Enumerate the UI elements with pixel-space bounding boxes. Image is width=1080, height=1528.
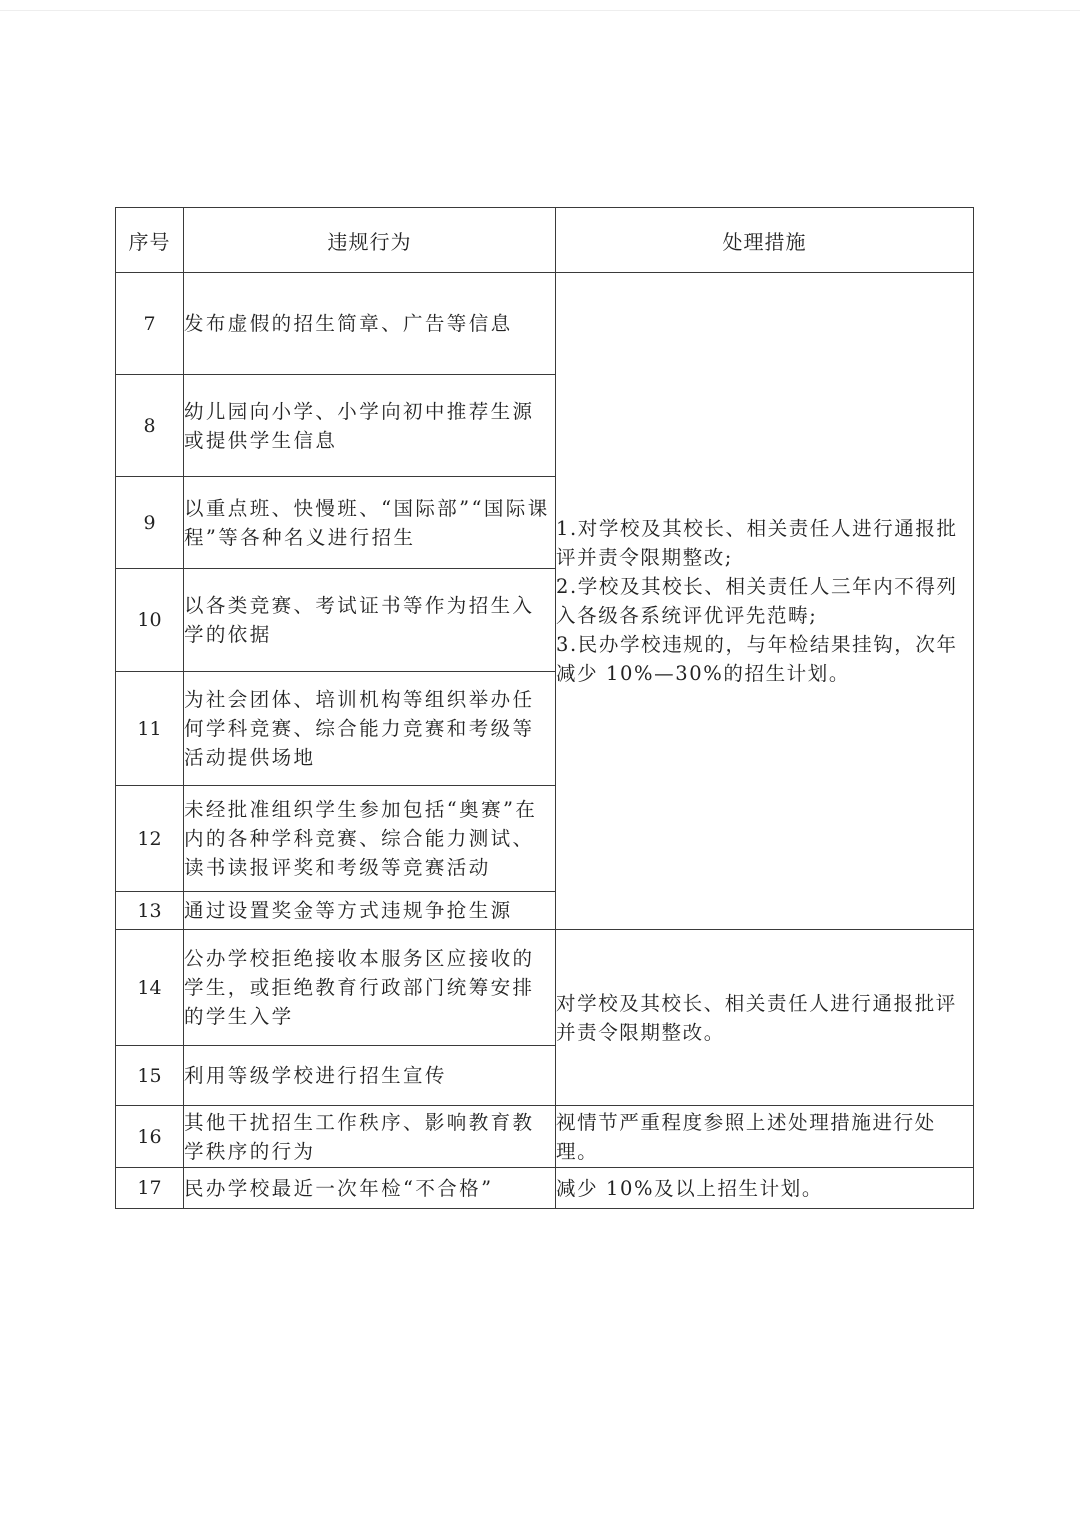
row-number: 9 [116, 477, 184, 569]
measure-item-1: 1.对学校及其校长、相关责任人进行通报批评并责令限期整改; [556, 517, 958, 569]
row-behavior: 公办学校拒绝接收本服务区应接收的学生，或拒绝教育行政部门统筹安排的学生入学 [184, 930, 556, 1046]
violations-table [115, 207, 974, 1209]
row-number: 14 [116, 930, 184, 1046]
row-number: 8 [116, 375, 184, 477]
row-number: 13 [116, 892, 184, 930]
row-behavior: 其他干扰招生工作秩序、影响教育教学秩序的行为 [184, 1106, 556, 1168]
table-row [116, 1168, 974, 1209]
row-number: 15 [116, 1046, 184, 1106]
header-behavior: 违规行为 [184, 208, 556, 273]
header-number: 序号 [116, 208, 184, 273]
row-behavior: 通过设置奖金等方式违规争抢生源 [184, 892, 556, 930]
row-behavior: 幼儿园向小学、小学向初中推荐生源或提供学生信息 [184, 375, 556, 477]
row-behavior: 利用等级学校进行招生宣传 [184, 1046, 556, 1106]
row-number: 12 [116, 786, 184, 892]
row-behavior: 民办学校最近一次年检“不合格” [184, 1168, 556, 1209]
row-number: 11 [116, 672, 184, 786]
row-behavior: 发布虚假的招生简章、广告等信息 [184, 273, 556, 375]
measure-row-16: 视情节严重程度参照上述处理措施进行处理。 [556, 1106, 974, 1168]
measure-row-17: 减少 10%及以上招生计划。 [556, 1168, 974, 1209]
table-row [116, 930, 974, 1046]
row-number: 17 [116, 1168, 184, 1209]
row-behavior: 以重点班、快慢班、“国际部”“国际课程”等各种名义进行招生 [184, 477, 556, 569]
measure-item-2: 2.学校及其校长、相关责任人三年内不得列入各级各系统评优评先范畴; [556, 575, 958, 627]
row-behavior: 未经批准组织学生参加包括“奥赛”在内的各种学科竞赛、综合能力测试、读书读报评奖和考级等竞赛活动 [184, 786, 556, 892]
measure-item-3: 3.民办学校违规的，与年检结果挂钩，次年减少 10%—30%的招生计划。 [556, 633, 958, 685]
page-top-edge [0, 10, 1080, 11]
row-behavior: 为社会团体、培训机构等组织举办任何学科竞赛、综合能力竞赛和考级等活动提供场地 [184, 672, 556, 786]
row-number: 16 [116, 1106, 184, 1168]
measure-group-7-13 [556, 273, 974, 930]
row-behavior: 以各类竞赛、考试证书等作为招生入学的依据 [184, 569, 556, 672]
header-row [116, 208, 974, 273]
row-number: 10 [116, 569, 184, 672]
header-measure: 处理措施 [556, 208, 974, 273]
table-row [116, 1106, 974, 1168]
row-number: 7 [116, 273, 184, 375]
table-row [116, 273, 974, 375]
measure-group-14-15: 对学校及其校长、相关责任人进行通报批评并责令限期整改。 [556, 930, 974, 1106]
